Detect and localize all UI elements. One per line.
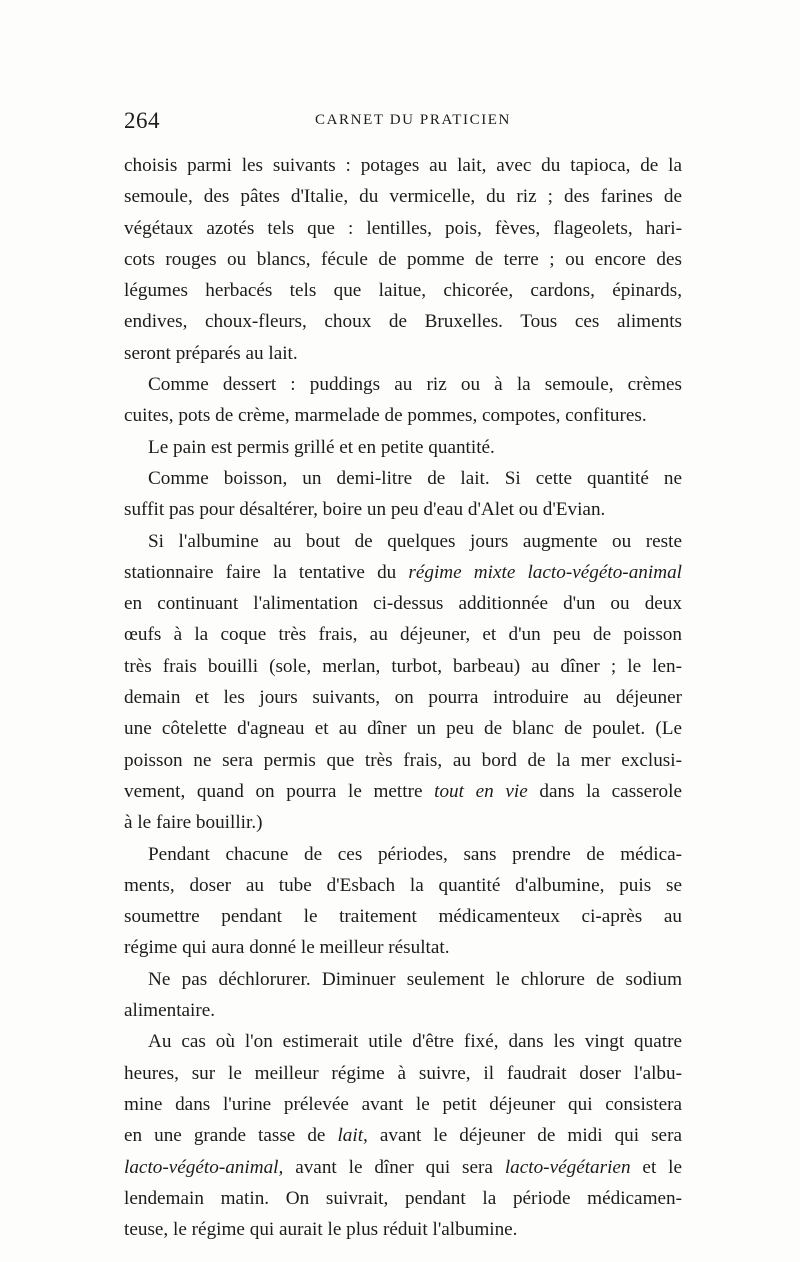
text-line [124, 244, 682, 275]
page-header [124, 108, 682, 142]
text-span: mine dans l'urine prélevée avant le petit déjeuner qui consistera [124, 1093, 682, 1115]
text-span: semoule, des pâtes d'Italie, du vermicelle, du riz ; des farines de [124, 186, 682, 208]
text-line [124, 1120, 682, 1151]
text-span: seront préparés au lait. [124, 342, 298, 364]
text-span: œufs à la coque très frais, au déjeuner, et d'un peu de poisson [124, 624, 682, 646]
text-span: avant le dîner qui sera [283, 1156, 505, 1178]
text-line [124, 713, 682, 744]
text-line [124, 1183, 682, 1214]
text-line [124, 995, 682, 1026]
text-span: Le pain est permis grillé et en petite quantité. [148, 436, 495, 458]
text-span: teuse, le régime qui aurait le plus réduit l'albumine. [124, 1219, 518, 1241]
text-line [124, 1058, 682, 1089]
text-span: Comme boisson, un demi-litre de lait. Si cette quantité ne [148, 467, 682, 489]
text-span: dans la casserole [527, 780, 682, 802]
text-span: et le [630, 1156, 682, 1178]
text-span: soumettre pendant le traitement médicamenteux ci-après au [124, 906, 682, 928]
text-span: demain et les jours suivants, on pourra introduire au déjeuner [124, 687, 682, 709]
text-span: Au cas où l'on estimerait utile d'être fixé, dans les vingt quatre [148, 1031, 682, 1053]
text-line [124, 369, 682, 400]
running-head: CARNET DU PRATICIEN [315, 112, 511, 128]
text-line [124, 745, 682, 776]
text-line [124, 463, 682, 494]
text-span: végétaux azotés tels que : lentilles, pois, fèves, flageolets, hari- [124, 217, 682, 239]
text-span: Si l'albumine au bout de quelques jours augmente ou reste [148, 530, 682, 552]
text-line [124, 494, 682, 525]
text-span: très frais bouilli (sole, merlan, turbot, barbeau) au dîner ; le len- [124, 655, 682, 677]
text-span: Ne pas déchlorurer. Diminuer seulement le chlorure de sodium [148, 968, 682, 990]
text-line [124, 932, 682, 963]
text-line [124, 338, 682, 369]
text-span: ments, doser au tube d'Esbach la quantité d'albumine, puis se [124, 874, 682, 896]
text-line [124, 1089, 682, 1120]
text-span: Comme dessert : puddings au riz ou à la semoule, crèmes [148, 374, 682, 396]
text-span: légumes herbacés tels que laitue, chicorée, cardons, épinards, [124, 280, 682, 302]
text-line [124, 870, 682, 901]
text-span: choisis parmi les suivants : potages au lait, avec du tapioca, de la [124, 155, 682, 176]
text-line [124, 306, 682, 337]
text-span: avant le déjeuner de midi qui sera [367, 1125, 682, 1147]
text-span: vement, quand on pourra le mettre [124, 780, 435, 802]
text-line [124, 1214, 682, 1245]
text-line [124, 432, 682, 463]
text-span: une côtelette d'agneau et au dîner un peu de blanc de poulet. (Le [124, 718, 682, 740]
italic-text: régime mixte lacto-végéto-animal [408, 561, 682, 583]
italic-text: lait, [337, 1125, 368, 1147]
text-line [124, 1026, 682, 1057]
italic-text: lacto-végétarien [504, 1156, 631, 1178]
text-span: Pendant chacune de ces périodes, sans prendre de médica- [148, 843, 682, 865]
text-line [124, 275, 682, 306]
page-number: 264 [124, 108, 160, 133]
text-line [124, 619, 682, 650]
text-line [124, 839, 682, 870]
text-line [124, 682, 682, 713]
italic-text: tout en vie [434, 780, 528, 802]
text-line [124, 181, 682, 212]
text-span: à le faire bouillir.) [124, 812, 263, 834]
text-span: suffit pas pour désaltérer, boire un peu d'eau d'Alet ou d'Evian. [124, 499, 606, 521]
text-line [124, 400, 682, 431]
text-line [124, 526, 682, 557]
text-line [124, 557, 682, 588]
text-line [124, 588, 682, 619]
text-line [124, 651, 682, 682]
text-span: stationnaire faire la tentative du [124, 561, 409, 583]
text-span: cots rouges ou blancs, fécule de pomme de terre ; ou encore des [124, 248, 682, 270]
text-span: lendemain matin. On suivrait, pendant la période médicamen- [124, 1187, 682, 1209]
text-span: cuites, pots de crème, marmelade de pommes, compotes, confitures. [124, 405, 647, 427]
text-line [124, 1152, 682, 1183]
text-line [124, 964, 682, 995]
text-span: poisson ne sera permis que très frais, au bord de la mer exclusi- [124, 749, 682, 771]
text-line [124, 807, 682, 838]
text-line [124, 150, 682, 181]
text-span: endives, choux-fleurs, choux de Bruxelles. Tous ces aliments [124, 311, 682, 333]
text-line [124, 901, 682, 932]
italic-text: lacto-végéto-animal, [124, 1156, 284, 1178]
text-span: en continuant l'alimentation ci-dessus additionnée d'un ou deux [124, 593, 682, 615]
text-span: en une grande tasse de [124, 1125, 338, 1147]
text-line [124, 776, 682, 807]
body-text [124, 150, 682, 1245]
text-span: heures, sur le meilleur régime à suivre, il faudrait doser l'albu- [124, 1062, 682, 1084]
text-span: alimentaire. [124, 1000, 216, 1022]
text-line [124, 213, 682, 244]
text-span: régime qui aura donné le meilleur résultat. [124, 937, 450, 959]
